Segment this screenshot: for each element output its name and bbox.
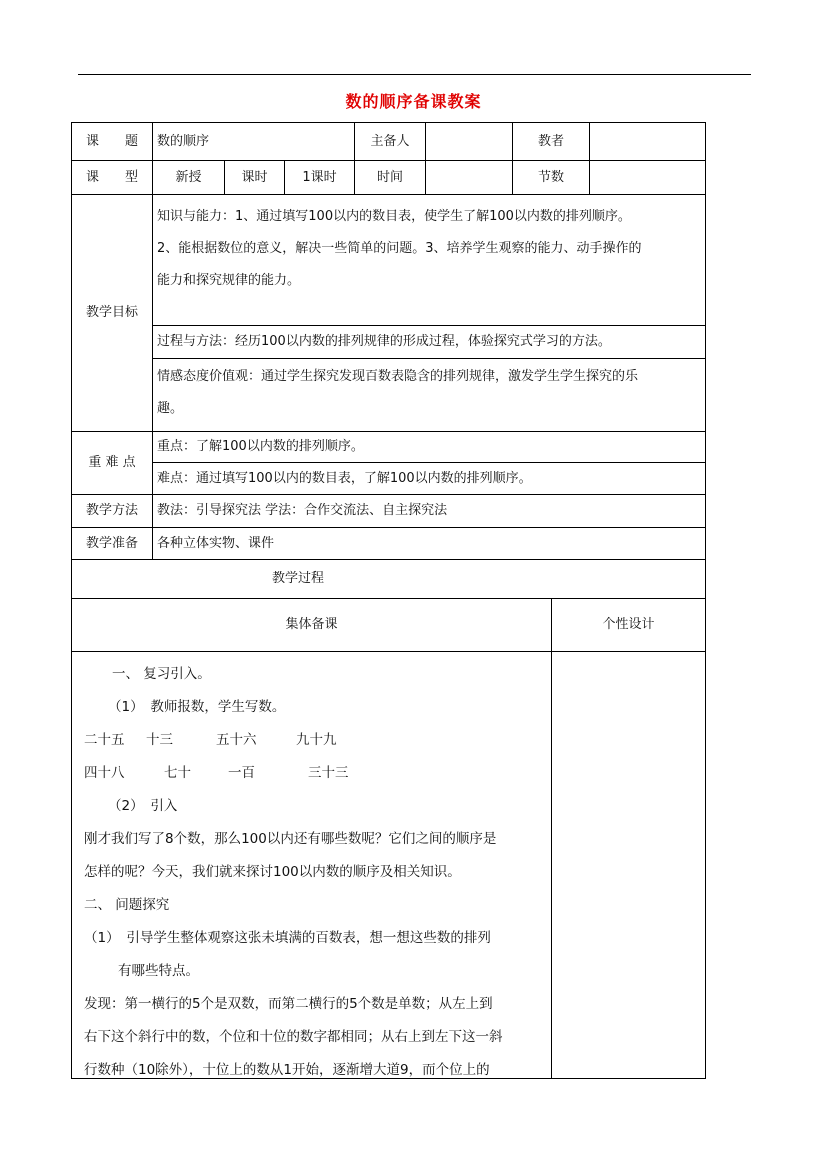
key-point-cell: 重点：了解100以内数的排列顺序。 (153, 432, 706, 463)
number-word: 二十五 (84, 732, 125, 748)
section-value (590, 161, 706, 195)
document-title: 数的顺序备课教案 (345, 92, 482, 111)
knowledge-ability-cell (153, 195, 706, 326)
teacher-value (590, 123, 706, 161)
personal-design-label: 个性设计 (552, 599, 706, 652)
finding-line-3: 行数种（10除外），十位上的数从1开始，逐渐增大道9，而个位上的 (84, 1062, 490, 1078)
preparation-value: 各种立体实物、课件 (153, 528, 706, 560)
number-word: 三十三 (308, 765, 349, 781)
type-label: 课 型 (72, 161, 153, 195)
preparer-label: 主备人 (355, 123, 426, 161)
methods-label: 教学方法 (72, 495, 153, 528)
row-objectives-process (72, 326, 706, 359)
explore-step-1-line-2: 有哪些特点。 (118, 963, 199, 979)
knowledge-line-3: 能力和探究规律的能力。 (157, 273, 301, 288)
row-process-heading (72, 560, 706, 599)
row-difficult-point (72, 463, 706, 495)
hours-value: 1课时 (285, 161, 355, 195)
number-word: 九十九 (296, 732, 337, 748)
row-process-body (72, 652, 706, 1079)
intro-line-1: 刚才我们写了8个数，那么100以内还有哪些数呢？它们之间的顺序是 (84, 831, 497, 847)
step-1-line: （1） 教师报数，学生写数。 (108, 699, 286, 715)
row-process-columns (72, 599, 706, 652)
row-objectives-knowledge (72, 195, 706, 326)
number-words-row-2 (84, 757, 543, 790)
topic-value: 数的顺序 (153, 123, 355, 161)
section-review-heading: 一、 复习引入。 (112, 666, 211, 682)
header-rule (78, 74, 751, 75)
intro-line-2: 怎样的呢？今天，我们就来探讨100以内数的顺序及相关知识。 (84, 864, 461, 880)
number-words-row-1 (84, 724, 543, 757)
preparation-label: 教学准备 (72, 528, 153, 560)
time-value (426, 161, 513, 195)
number-word: 十三 (146, 732, 173, 748)
lesson-plan-table (71, 122, 706, 1079)
time-label: 时间 (355, 161, 426, 195)
preparer-value (426, 123, 513, 161)
explore-step-1-line-1: （1） 引导学生整体观察这张未填满的百数表，想一想这些数的排列 (84, 930, 491, 946)
section-explore-heading: 二、 问题探究 (84, 897, 170, 913)
process-heading: 教学过程 (72, 560, 706, 599)
row-key-point (72, 432, 706, 463)
objectives-label: 教学目标 (72, 195, 153, 432)
teacher-label: 教者 (513, 123, 590, 161)
topic-label: 课 题 (72, 123, 153, 161)
finding-line-1: 发现：第一横行的5个是双数，而第二横行的5个数是单数；从左上到 (84, 996, 493, 1012)
methods-value: 教法：引导探究法 学法：合作交流法、自主探究法 (153, 495, 706, 528)
collective-prep-content (72, 652, 552, 1079)
row-preparation (72, 528, 706, 560)
emotion-cell (153, 359, 706, 432)
number-word: 五十六 (216, 732, 257, 748)
emotion-line-2: 趣。 (157, 401, 184, 416)
number-word: 一百 (228, 765, 255, 781)
hours-label: 课时 (225, 161, 285, 195)
process-method-cell: 过程与方法：经历100以内数的排列规律的形成过程，体验探究式学习的方法。 (153, 326, 706, 359)
key-points-label: 重 难 点 (72, 432, 153, 495)
row-methods (72, 495, 706, 528)
difficult-point-cell: 难点：通过填写100以内的数目表，了解100以内数的排列顺序。 (153, 463, 706, 495)
knowledge-line-2: 2、能根据数位的意义，解决一些简单的问题。3、培养学生观察的能力、动手操作的 (157, 241, 642, 256)
finding-line-2: 右下这个斜行中的数，个位和十位的数字都相同；从右上到左下这一斜 (84, 1029, 503, 1045)
number-word: 四十八 (84, 765, 125, 781)
personal-design-content (552, 652, 706, 1079)
collective-prep-label: 集体备课 (72, 599, 552, 652)
knowledge-line-1: 知识与能力：1、通过填写100以内的数目表，使学生了解100以内数的排列顺序。 (157, 209, 631, 224)
number-word: 七十 (164, 765, 191, 781)
section-label: 节数 (513, 161, 590, 195)
row-type (72, 161, 706, 195)
emotion-line-1: 情感态度价值观：通过学生探究发现百数表隐含的排列规律，激发学生学生探究的乐 (157, 369, 639, 384)
type-value: 新授 (153, 161, 225, 195)
step-2-line: （2） 引入 (108, 798, 178, 814)
row-objectives-emotion (72, 359, 706, 432)
row-topic (72, 123, 706, 161)
